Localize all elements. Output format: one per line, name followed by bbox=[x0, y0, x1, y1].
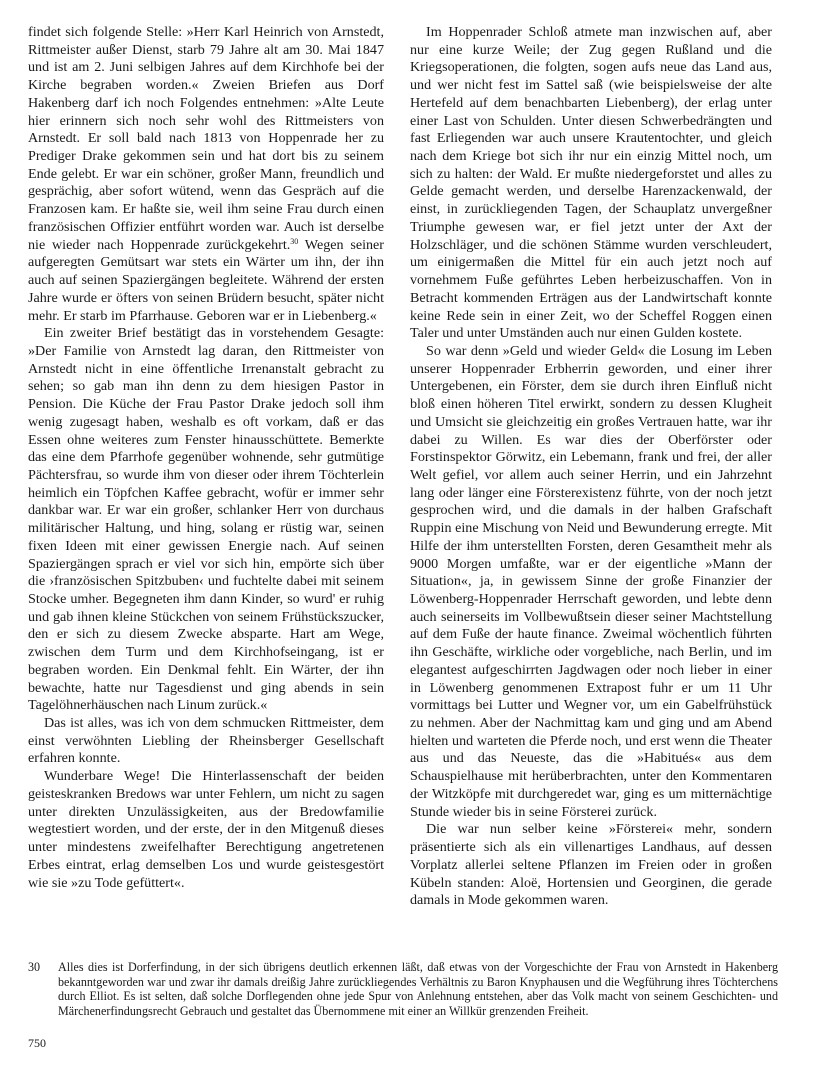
footnote-text: Alles dies ist Dorferfindung, in der sich übrigens deutlich erkennen läßt, daß etwas von der Vorgeschichte der Frau von Arnstedt in Hakenberg bekanntgeworden war und zwar ihr damals dreißig Jahre zurückliegendes Verhältnis zu Baron Knyphausen und die Wegführung ihres Töchterchens durch Elliot. Es ist selten, daß solche Dorflegenden ohne jede Spur von Anlehnung entstehen, aber das Volk macht von seinem Geschichten- und Märchenerfindungsrecht Gebrauch und gestaltet das Übernommene mit einer an Willkür grenzenden Freiheit. bbox=[58, 960, 778, 1018]
right-column bbox=[410, 24, 772, 910]
footnote-number: 30 bbox=[28, 960, 41, 974]
footnote-reference[interactable]: 30 bbox=[290, 236, 299, 246]
paragraph bbox=[28, 24, 384, 325]
page-number: 750 bbox=[28, 1036, 46, 1050]
paragraph-text: Wegen seiner aufgeregten Gemütsart war stets ein Wärter um ihn, der ihn auch auf seinen Spaziergängen begleitete. Während der ersten Jahre wurde er öfters von seinen Brüdern besucht, später nicht mehr. Er starb im Pfarrhause. Geboren war er in Liebenberg.« bbox=[28, 236, 384, 324]
paragraph: Wunderbare Wege! Die Hinterlassenschaft der beiden geisteskranken Bredows war unter Fehlern, um nicht zu sagen unter direkten Unzulässigkeiten, aus der Bredowfamilie wegtestiert worden, und der erste, der in den Mitgenuß dieses unter mindestens zweifelhafter Berechtigung angetretenen Erbes eintrat, erlag demselben Los und wurde geistesgestört wie sie »zu Tode gefüttert«. bbox=[28, 768, 384, 891]
paragraph: Das ist alles, was ich von dem schmucken Rittmeister, dem einst verwöhnten Liebling der Rheinsberger Gesellschaft erfahren konnte. bbox=[28, 715, 384, 767]
footnote bbox=[28, 960, 778, 1018]
paragraph: So war denn »Geld und wieder Geld« die Losung im Leben unserer Hoppenrader Erbherrin geworden, und einer ihrer Untergebenen, ein Förster, dem sie durch ihren Einfluß nicht bloß einen höheren Titel erwirkt, sondern zu dessen Klugheit und Umsicht sie gleichzeitig ein großes Vertrauen hatte, war ihr dabei zu Willen. Es war dies der Oberförster oder Forstinspektor Görwitz, ein Lebemann, frank und frei, der aller Welt gefiel, vor allem auch seiner Herrin, und ein Jahrzehnt lang oder länger eine Försterexistenz führte, von der noch jetzt gesprochen wird, und die damals in der halben Grafschaft Ruppin eine Mischung von Neid und Bewunderung erregte. Mit Hilfe der ihm unterstellten Forsten, deren Gesamtheit mehr als 9000 Morgen umfaßte, war er der eigentliche »Mann der Situation«, ja, in gewissem Sinne der große Finanzier der Löwenberg-Hoppenrader Herrschaft geworden, und lebte denn auch seinerseits im Vollbewußtsein dieser seiner Machtstellung auf dem Fuße der haute finance. Zweimal wöchentlich führten ihn Geschäfte, wirkliche oder vorgebliche, nach Berlin, und im elegantest aufgeschirrten Jagdwagen oder noch lieber in einer in Löwenberg genommenen Extrapost fuhr er um 11 Uhr vormittags bei Lutter und Wegner vor, um ein Gabelfrühstück zu nehmen. Aber der Nachmittag kam und ging und am Abend hielten und warteten die Pferde noch, und erst wenn die Theater aus und das Neueste, das die »Habitués« aus dem Schauspielhause mit herüberbrachten, unter den Kommentaren der Witzköpfe mit durchgeredet war, ging es um mitternächtige Stunde wieder bis in seine Försterei zurück. bbox=[410, 342, 772, 820]
left-column bbox=[28, 24, 384, 892]
paragraph: Im Hoppenrader Schloß atmete man inzwischen auf, aber nur eine kurze Weile; der Zug gegen Rußland und die Kriegsoperationen, die folgten, sogen aufs neue das Land aus, und wer nicht fest im Sattel saß (wie beispielsweise der alte Hertefeld auf dem benachbarten Liebenberg), der erlag unter einer Last von Schulden. Unter diesen Schwerbedrängten und fast Erliegenden war auch unsere Krautentochter, und gleich nach dem Kriege bot sich ihr nur ein einzig Mittel noch, um sich zu halten: der Wald. Er mußte niedergeforstet und alles zu Gelde gemacht werden, und derselbe Harenzackenwald, der einst, in zurückliegenden Tagen, der Schauplatz unvergeßner Triumphe gewesen war, er fiel jetzt unter der Axt der Holzschläger, und die schönen Stämme wurden verschleudert, um einigermaßen die Mittel für ein auch jetzt noch auf vornehmem Fuße geführtes Leben herbeizuschaffen. Von in Betracht kommenden Erträgen aus der Landwirtschaft konnte keine Rede sein in einer Zeit, wo der Scheffel Roggen einen Taler und unter Umständen auch nur einen Gulden kostete. bbox=[410, 24, 772, 342]
paragraph-text: findet sich folgende Stelle: »Herr Karl Heinrich von Arnstedt, Rittmeister außer Dienst, starb 79 Jahre alt am 30. Mai 1847 und ist am 2. Juni selbigen Jahres auf dem Kirchhofe bei der Kirche begraben worden.« Zweien Briefen aus Dorf Hakenberg darf ich noch Folgendes entnehmen: »Alte Leute hier erinnern sich noch sehr wohl des Rittmeisters von Arnstedt. Er soll bald nach 1813 von Hoppenrade her zu Prediger Drake gekommen sein und hat dort bis zu seinem Ende gelebt. Er war ein schöner, großer Mann, freundlich und gesprächig, aber sofort wütend, wenn das Gespräch auf die Franzosen kam. Er haßte sie, weil ihm seine Frau durch einen französischen Offizier entführt worden war. Auch ist derselbe nie wieder nach Hoppenrade zurückgekehrt. bbox=[28, 24, 384, 253]
paragraph: Ein zweiter Brief bestätigt das in vorstehendem Gesagte: »Der Familie von Arnstedt lag daran, den Rittmeister von Arnstedt nicht in eine öffentliche Irrenanstalt gebracht zu sehen; so gab man ihn denn zu dem hiesigen Pastor in Pension. Die Küche der Frau Pastor Drake jedoch soll ihm wenig zugesagt haben, weshalb es oft vorkam, daß er das Essen ohne weiteres zum Fenster hinausschüttete. Bemerkte das eine dem Pfarrhofe gegenüber wohnende, sehr gutmütige Pächtersfrau, so wurde ihm von dieser oder ihrem Töchterlein heimlich ein Töpfchen Kaffee gebracht, wofür er immer sehr dankbar war. Er war ein großer, schlanker Herr von durchaus militärischer Haltung, und hing, solang er rüstig war, seinen fixen Ideen mit einer gewissen Energie nach. Auf seinen Spaziergängen sprach er viel vor sich hin, empörte sich über die ›französischen Spitzbuben‹ und fuchtelte dabei mit seinem Stocke umher. Begegneten ihm dann Kinder, so wurd' er ruhig und gab ihnen kleine Stückchen von seinem Frühstückszucker, den er sich zu diesem Zwecke absparte. Hart am Wege, zwischen dem Turm und dem Kirchhofseingang, ist er begraben worden. Ein Denkmal fehlt. Ein Wärter, der ihn bewachte, hatte nur Tagesdienst und ging abends in sein Tagelöhnerhäuschen nach Linum zurück.« bbox=[28, 325, 384, 714]
paragraph: Die war nun selber keine »Försterei« mehr, sondern präsentierte sich als ein villenartiges Landhaus, auf dessen Vorplatz allerlei seltene Pflanzen im Freien oder in großen Kübeln standen: Aloë, Hortensien und Georginen, die gerade damals in Mode gekommen waren. bbox=[410, 821, 772, 909]
